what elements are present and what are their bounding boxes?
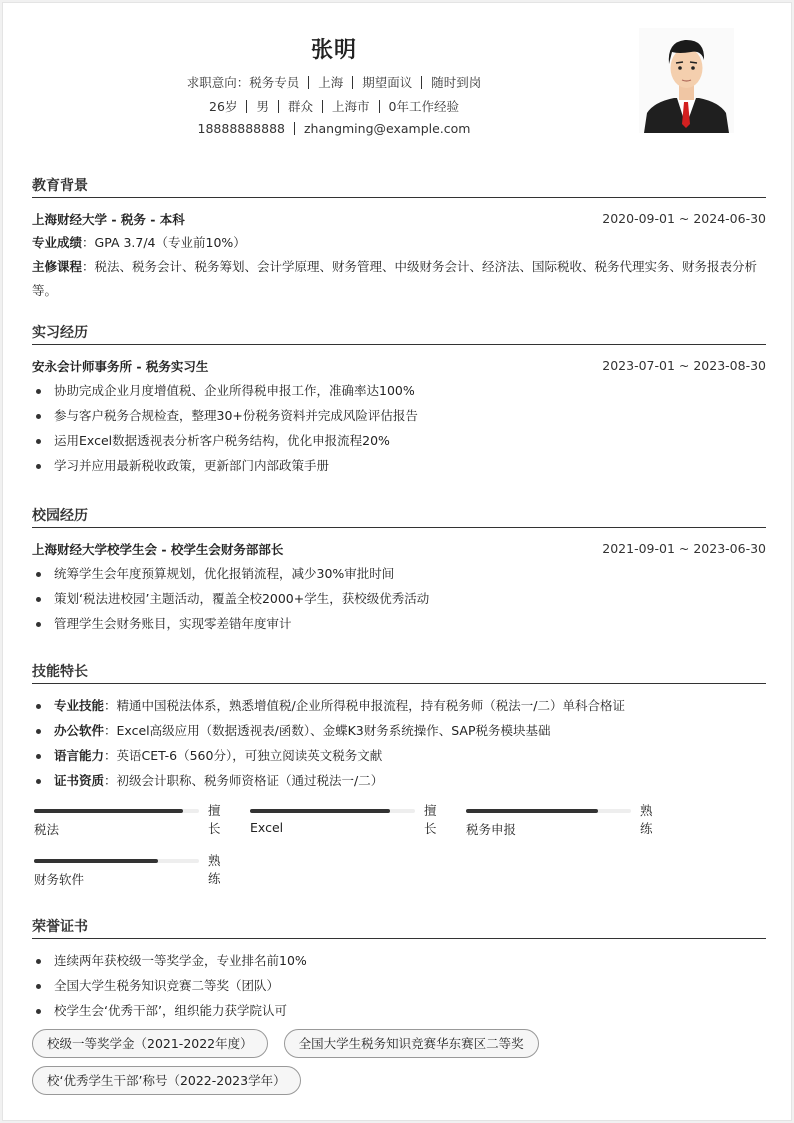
list-item: 全国大学生税务知识竞赛二等奖（团队） [32, 973, 766, 998]
skill-text: ：英语CET-6（560分），可独立阅读英文税务文献 [104, 748, 383, 763]
list-item: 学习并应用最新税收政策，更新部门内部政策手册 [32, 453, 766, 478]
skill-text: ：Excel高级应用（数据透视表/函数）、金蝶K3财务系统操作、SAP税务模块基础 [104, 723, 551, 738]
list-item: 统筹学生会年度预算规划，优化报销流程，减少30%审批时间 [32, 561, 766, 586]
honor-tags [32, 1029, 632, 1095]
divider [308, 76, 309, 89]
candidate-name: 张明 [310, 38, 357, 63]
section-title: 教育背景 [32, 175, 766, 198]
skill-label: 语言能力 [54, 748, 105, 763]
expected-salary: 期望面议 [362, 75, 413, 90]
section-title: 校园经历 [32, 505, 766, 528]
section-title: 实习经历 [32, 322, 766, 345]
gender: 男 [256, 99, 269, 114]
job-intention-line [3, 73, 665, 91]
divider [246, 100, 247, 113]
campus-section [32, 505, 766, 636]
honor-tag: 校级一等奖学金（2021-2022年度） [32, 1029, 268, 1058]
work-experience: 0年工作经验 [388, 99, 459, 114]
resume-page [2, 2, 792, 1121]
skill-name: 税法 [34, 822, 60, 837]
honor-tag: 校‘优秀学生干部’称号（2022-2023学年） [32, 1066, 301, 1095]
internship-header-row [32, 353, 766, 378]
job-intention: 求职意向：税务专员 [186, 75, 300, 90]
list-item: 参与客户税务合规检查，整理30+份税务资料并完成风险评估报告 [32, 403, 766, 428]
list-item: 连续两年获校级一等奖学金，专业排名前10% [32, 948, 766, 973]
divider [379, 100, 380, 113]
school-major-degree: 上海财经大学 - 税务 - 本科 [32, 211, 185, 227]
list-item [32, 718, 766, 743]
list-item [32, 693, 766, 718]
skill-bar-excel [248, 803, 448, 848]
skill-label: 证书资质 [54, 773, 105, 788]
skill-bar-tax-filing [464, 803, 664, 848]
section-title: 技能特长 [32, 661, 766, 684]
courses-value: ：税法、税务会计、税务筹划、会计学原理、财务管理、中级财务会计、经济法、国际税收、税务代理实务、财务报表分析等。 [32, 259, 758, 298]
divider [421, 76, 422, 89]
internship-list [32, 378, 766, 478]
list-item: 管理学生会财务账目，实现零差错年度审计 [32, 611, 766, 636]
internship-date: 2023-07-01 ~ 2023-08-30 [602, 358, 766, 373]
divider [352, 76, 353, 89]
honors-list [32, 948, 766, 1023]
internship-section [32, 322, 766, 478]
divider [294, 122, 295, 135]
list-item: 策划‘税法进校园’主题活动，覆盖全校2000+学生，获校级优秀活动 [32, 586, 766, 611]
education-section [32, 175, 766, 303]
political-status: 群众 [287, 99, 313, 114]
skill-label: 专业技能 [54, 698, 105, 713]
skill-name: Excel [250, 820, 284, 835]
progress-fill [34, 859, 158, 863]
contact-line [3, 121, 665, 136]
list-item: 校学生会‘优秀干部’，组织能力获学院认可 [32, 998, 766, 1023]
progress-track [34, 859, 199, 863]
progress-track [466, 809, 631, 813]
divider [278, 100, 279, 113]
list-item [32, 743, 766, 768]
skills-section [32, 661, 766, 903]
progress-track [250, 809, 415, 813]
skill-bar-tax-law [32, 803, 232, 848]
campus-date: 2021-09-01 ~ 2023-06-30 [602, 541, 766, 556]
education-header-row [32, 206, 766, 231]
list-item: 运用Excel数据透视表分析客户税务结构，优化申报流程20% [32, 428, 766, 453]
courses-line [32, 255, 766, 303]
courses-label: 主修课程 [32, 259, 83, 274]
education-date: 2020-09-01 ~ 2024-06-30 [602, 211, 766, 226]
skill-bar-finance-software [32, 853, 232, 898]
campus-header-row [32, 536, 766, 561]
skills-list [32, 693, 766, 793]
residence: 上海市 [331, 99, 370, 114]
email: zhangming@example.com [304, 121, 471, 136]
gpa-line [32, 231, 766, 255]
skill-text: ：初级会计职称、税务师资格证（通过税法一/二） [104, 773, 384, 788]
gpa-label: 专业成绩 [32, 235, 83, 250]
list-item [32, 768, 766, 793]
skill-label: 办公软件 [54, 723, 105, 738]
organization-role: 上海财经大学校学生会 - 校学生会财务部部长 [32, 541, 284, 557]
progress-fill [34, 809, 183, 813]
campus-list [32, 561, 766, 636]
divider [322, 100, 323, 113]
availability: 随时到岗 [431, 75, 482, 90]
skill-name: 财务软件 [34, 872, 85, 887]
section-title: 荣誉证书 [32, 916, 766, 939]
progress-track [34, 809, 199, 813]
avatar-illustration-icon [639, 28, 734, 133]
skill-level: 熟练 [208, 853, 221, 886]
honors-section [32, 916, 766, 1095]
gpa-value: ：GPA 3.7/4（专业前10%） [82, 235, 246, 250]
skill-level: 擅长 [208, 803, 221, 836]
skill-level: 擅长 [424, 803, 437, 836]
company-role: 安永会计师事务所 - 税务实习生 [32, 358, 209, 374]
honor-tag: 全国大学生税务知识竞赛华东赛区二等奖 [284, 1029, 539, 1058]
avatar [639, 28, 734, 133]
job-city: 上海 [318, 75, 344, 90]
phone: 18888888888 [197, 121, 285, 136]
skill-name: 税务申报 [466, 822, 517, 837]
skill-bars [32, 803, 766, 903]
list-item: 协助完成企业月度增值税、企业所得税申报工作，准确率达100% [32, 378, 766, 403]
resume-header [3, 3, 791, 153]
progress-fill [466, 809, 598, 813]
skill-text: ：精通中国税法体系，熟悉增值税/企业所得税申报流程，持有税务师（税法一/二）单科合格证 [104, 698, 625, 713]
skill-level: 熟练 [640, 803, 653, 836]
age: 26岁 [209, 99, 238, 114]
progress-fill [250, 809, 390, 813]
personal-info-line [3, 97, 665, 115]
